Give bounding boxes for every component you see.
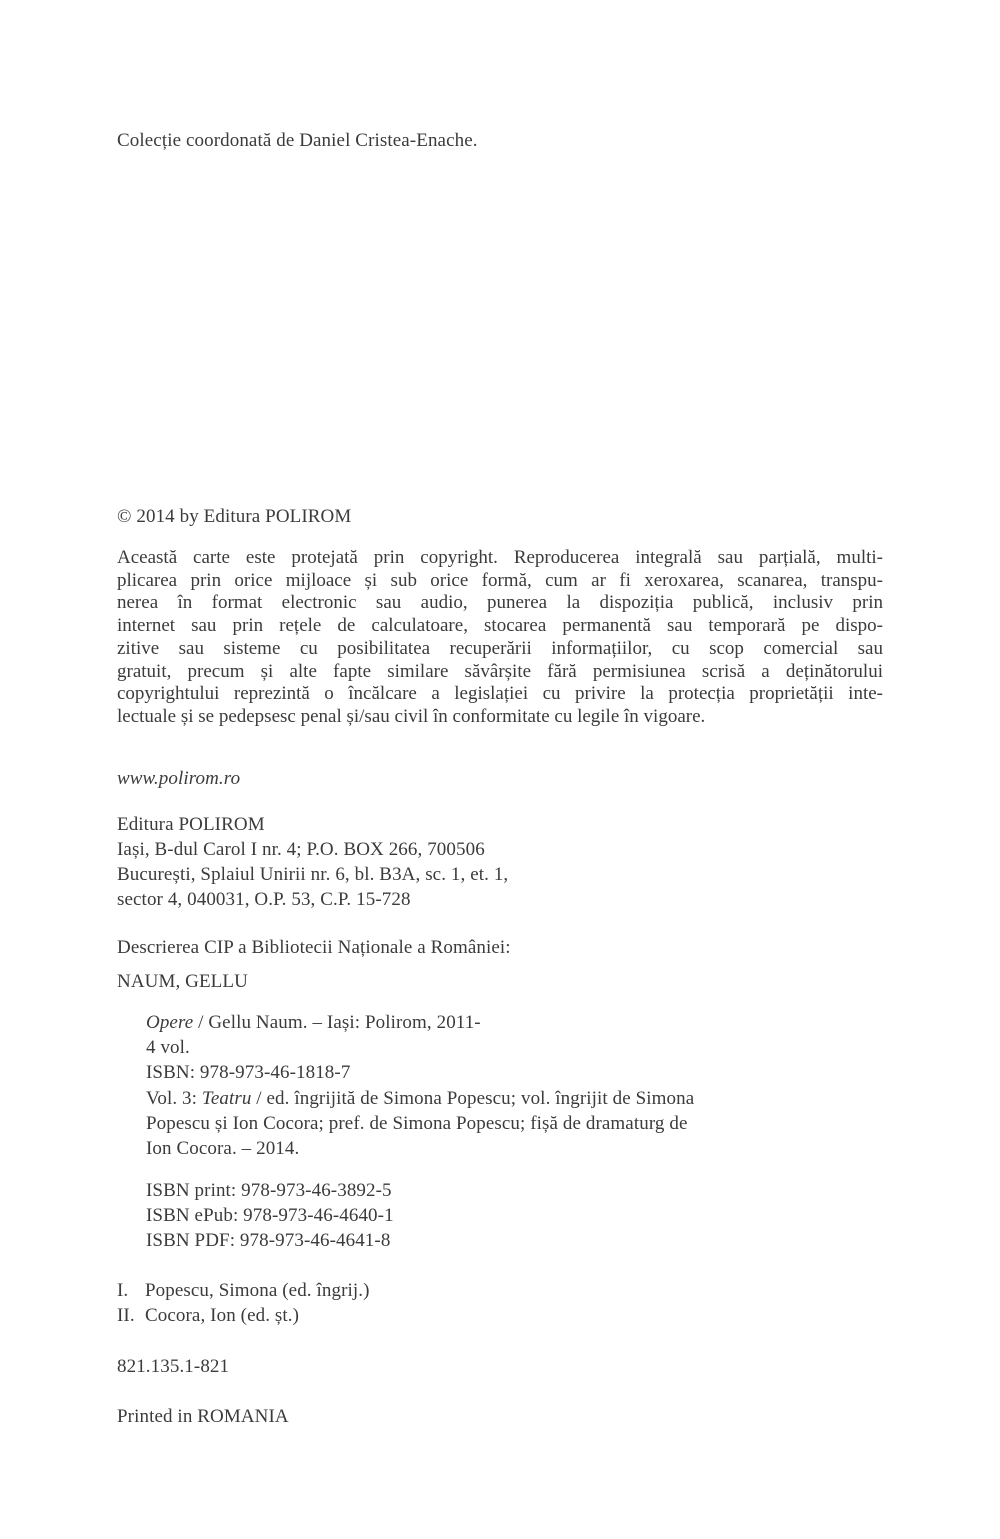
legal-notice-line: copyrightului reprezintă o încălcare a legislației cu privire la protecția proprietății inte-: [117, 683, 883, 705]
cip-work: [146, 1012, 481, 1034]
contributor-name: Popescu, Simona (ed. îngrij.): [145, 1280, 370, 1301]
cip-volume-prefix: Vol. 3:: [146, 1088, 202, 1109]
cip-volume-title: Teatru: [201, 1088, 252, 1109]
contributor-number: I.: [117, 1280, 129, 1301]
website-link[interactable]: www.polirom.ro: [117, 768, 241, 789]
publisher-name: Editura POLIROM: [117, 814, 265, 835]
cip-isbn: ISBN ePub: 978-973-46-4640-1: [146, 1205, 394, 1226]
legal-notice: [117, 547, 883, 729]
contributor-name: Cocora, Ion (ed. șt.): [145, 1305, 300, 1326]
cip-volumes: 4 vol.: [146, 1037, 190, 1058]
legal-notice-line: zitive sau sisteme cu posibilitatea recuperării informațiilor, cu scop comercial sau: [117, 637, 883, 659]
publisher-address-line: Iași, B-dul Carol I nr. 4; P.O. BOX 266, 700506: [117, 839, 485, 860]
legal-notice-line: plicarea prin orice mijloace și sub orice formă, cum ar fi xeroxarea, scanarea, transpu-: [117, 569, 883, 591]
publisher-address-line: București, Splaiul Unirii nr. 6, bl. B3A, sc. 1, et. 1,: [117, 864, 509, 885]
cip-isbn: ISBN PDF: 978-973-46-4641-8: [146, 1230, 391, 1251]
cip-work-title: Opere: [146, 1012, 194, 1033]
cip-work-details: / Gellu Naum. – Iași: Polirom, 2011-: [193, 1012, 481, 1033]
cip-contributor: [117, 1280, 370, 1302]
publisher-address-line: sector 4, 040031, O.P. 53, C.P. 15-728: [117, 889, 411, 910]
cip-isbn-set: ISBN: 978-973-46-1818-7: [146, 1062, 351, 1083]
classification-code: 821.135.1-821: [117, 1356, 230, 1377]
cip-contributor: [117, 1305, 299, 1327]
copyright-line: © 2014 by Editura POLIROM: [117, 506, 352, 527]
collection-note: Colecție coordonată de Daniel Cristea-Enache.: [117, 130, 478, 151]
legal-notice-line: gratuit, precum și alte fapte similare săvârșite fără permisiunea scrisă a deținătorului: [117, 660, 883, 682]
legal-notice-line: lectuale și se pedepsesc penal și/sau civil în conformitate cu legile în vigoare.: [117, 705, 706, 727]
cip-volume-line: Ion Cocora. – 2014.: [146, 1138, 300, 1159]
legal-notice-line: nerea în format electronic sau audio, punerea la dispoziția publică, inclusiv prin: [117, 592, 883, 614]
legal-notice-line: internet sau prin rețele de calculatoare, stocarea permanentă sau temporară pe dispo-: [117, 615, 883, 637]
cip-volume-line: Popescu și Ion Cocora; pref. de Simona Popescu; fișă de dramaturg de: [146, 1113, 688, 1134]
contributor-number: II.: [117, 1305, 135, 1326]
cip-author: NAUM, GELLU: [117, 971, 248, 992]
cip-isbn: ISBN print: 978-973-46-3892-5: [146, 1180, 392, 1201]
cip-heading: Descrierea CIP a Bibliotecii Naționale a României:: [117, 937, 511, 958]
cip-volume-details: / ed. îngrijită de Simona Popescu; vol. îngrijit de Simona: [251, 1088, 695, 1109]
printed-in: Printed in ROMANIA: [117, 1406, 289, 1427]
cip-volume-line: [146, 1088, 694, 1110]
legal-notice-line: Această carte este protejată prin copyright. Reproducerea integrală sau parțială, multi-: [117, 547, 883, 568]
